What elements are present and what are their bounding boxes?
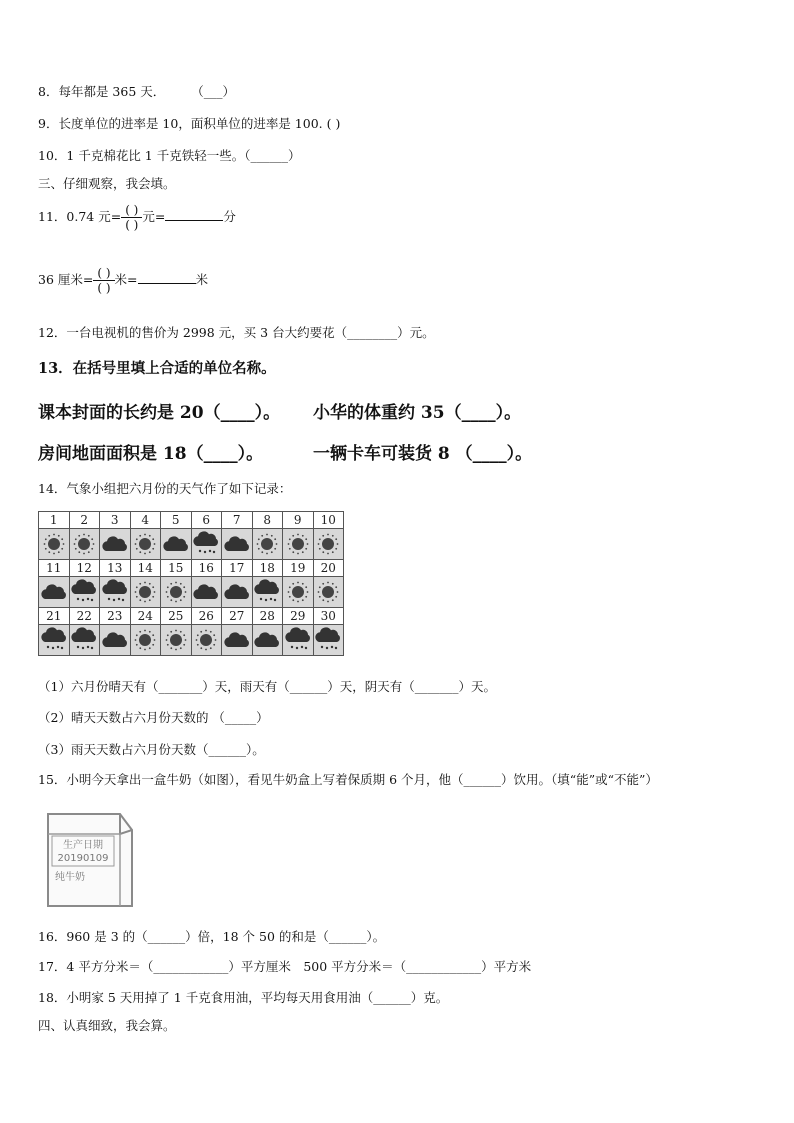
calendar-day-number: 5 — [161, 512, 192, 529]
calendar-day-number: 11 — [39, 560, 70, 577]
fraction-numerator: ( ) — [121, 203, 142, 218]
cloudy-icon — [191, 577, 222, 608]
question-13-a: 课本封面的长约是 20（____）。 — [38, 403, 281, 423]
calendar-day-number: 18 — [252, 560, 283, 577]
calendar-day-number: 15 — [161, 560, 192, 577]
calendar-day-number: 14 — [130, 560, 161, 577]
cloudy-icon — [100, 529, 131, 560]
question-18: 18．小明家 5 天用掉了 1 千克食用油，平均每天用食用油（______）克。 — [38, 990, 449, 1005]
question-8-blank: （___） — [191, 84, 236, 99]
sunny-icon — [69, 529, 100, 560]
rainy-icon — [69, 625, 100, 656]
milk-carton-icon — [40, 808, 140, 912]
calendar-day-number: 10 — [313, 512, 344, 529]
rainy-icon — [100, 577, 131, 608]
rainy-icon — [69, 577, 100, 608]
calendar-day-number: 7 — [222, 512, 253, 529]
question-12: 12．一台电视机的售价为 2998 元，买 3 台大约要花（________）元。 — [38, 325, 435, 340]
question-11-unit-1: 元= — [142, 209, 166, 224]
question-13-c: 房间地面面积是 18（____）。 — [38, 444, 264, 464]
question-15: 15．小明今天拿出一盒牛奶（如图），看见牛奶盒上写着保质期 6 个月，他（______）饮用。（填“能”或“不能”） — [38, 772, 658, 787]
question-14-sub-2: （2）晴天天数占六月份天数的 （_____） — [38, 710, 269, 725]
question-13-b: 小华的体重约 35（____）。 — [313, 403, 522, 423]
cloudy-icon — [252, 625, 283, 656]
question-11-line-1 — [38, 203, 236, 232]
cloudy-icon — [222, 577, 253, 608]
calendar-day-number: 12 — [69, 560, 100, 577]
section-3-title: 三、仔细观察，我会填。 — [38, 176, 176, 191]
sunny-icon — [161, 577, 192, 608]
sunny-icon — [252, 529, 283, 560]
calendar-day-number: 22 — [69, 608, 100, 625]
rainy-icon — [283, 625, 314, 656]
cloudy-icon — [222, 625, 253, 656]
question-14-sub-3: （3）雨天天数占六月份天数（______）。 — [38, 742, 265, 757]
sunny-icon — [313, 529, 344, 560]
question-17: 17．4 平方分米＝（____________）平方厘米 500 平方分米＝（____________）平方米 — [38, 959, 532, 974]
milk-carton-image — [40, 808, 140, 916]
question-13-row-2 — [38, 439, 533, 464]
sunny-icon — [283, 529, 314, 560]
question-10: 10．1 千克棉花比 1 千克铁轻一些。（______） — [38, 148, 301, 163]
carton-date: 20190109 — [57, 853, 109, 864]
question-11-end-2: 米 — [195, 272, 209, 287]
sunny-icon — [130, 577, 161, 608]
question-11-end-1: 分 — [223, 209, 236, 224]
calendar-day-number: 29 — [283, 608, 314, 625]
cloudy-icon — [161, 529, 192, 560]
carton-name: 纯牛奶 — [55, 872, 85, 883]
sunny-icon — [191, 625, 222, 656]
fraction-2 — [93, 266, 114, 295]
question-13-title: 13．在括号里填上合适的单位名称。 — [38, 360, 276, 377]
calendar-day-number: 2 — [69, 512, 100, 529]
calendar-day-number: 26 — [191, 608, 222, 625]
question-11-line-2 — [38, 266, 208, 295]
calendar-day-number: 19 — [283, 560, 314, 577]
rainy-icon — [313, 625, 344, 656]
sunny-icon — [313, 577, 344, 608]
question-9: 9．长度单位的进率是 10，面积单位的进率是 100. ( ) — [38, 116, 341, 131]
calendar-day-number: 25 — [161, 608, 192, 625]
calendar-day-number: 28 — [252, 608, 283, 625]
sunny-icon — [39, 529, 70, 560]
calendar-day-number: 8 — [252, 512, 283, 529]
fraction-1 — [121, 203, 142, 232]
question-14-title: 14．气象小组把六月份的天气作了如下记录： — [38, 481, 292, 496]
fraction-numerator: ( ) — [93, 266, 114, 281]
rainy-icon — [252, 577, 283, 608]
sunny-icon — [283, 577, 314, 608]
calendar-day-number: 4 — [130, 512, 161, 529]
section-4-title: 四、认真细致，我会算。 — [38, 1018, 176, 1033]
calendar-day-number: 17 — [222, 560, 253, 577]
sunny-icon — [130, 529, 161, 560]
cloudy-icon — [100, 625, 131, 656]
calendar-day-number: 1 — [39, 512, 70, 529]
calendar-day-number: 24 — [130, 608, 161, 625]
question-11-value-2: 36 厘米= — [38, 272, 94, 287]
rainy-icon — [191, 529, 222, 560]
calendar-day-number: 3 — [100, 512, 131, 529]
answer-blank — [165, 209, 223, 221]
question-11-value-1: 0.74 元= — [66, 209, 122, 224]
carton-label: 生产日期 — [63, 840, 103, 851]
fraction-denominator: ( ) — [97, 281, 111, 295]
question-8 — [38, 82, 235, 100]
question-8-text: 8．每年都是 365 天． — [38, 84, 166, 99]
question-13-d: 一辆卡车可装货 8 （____）。 — [313, 444, 533, 464]
calendar-day-number: 6 — [191, 512, 222, 529]
calendar-day-number: 27 — [222, 608, 253, 625]
question-11-unit-2: 米= — [114, 272, 138, 287]
weather-calendar — [38, 511, 344, 656]
calendar-day-number: 9 — [283, 512, 314, 529]
calendar-day-number: 16 — [191, 560, 222, 577]
cloudy-icon — [39, 577, 70, 608]
cloudy-icon — [222, 529, 253, 560]
question-11-label: 11． — [38, 209, 67, 224]
calendar-day-number: 20 — [313, 560, 344, 577]
calendar-day-number: 21 — [39, 608, 70, 625]
calendar-day-number: 23 — [100, 608, 131, 625]
fraction-denominator: ( ) — [125, 218, 139, 232]
question-16: 16．960 是 3 的（______）倍，18 个 50 的和是（______）。 — [38, 929, 386, 944]
sunny-icon — [161, 625, 192, 656]
rainy-icon — [39, 625, 70, 656]
calendar-day-number: 13 — [100, 560, 131, 577]
sunny-icon — [130, 625, 161, 656]
question-14-sub-1: （1）六月份晴天有（_______）天，雨天有（______）天，阴天有（_______）天。 — [38, 679, 496, 694]
question-13-row-1 — [38, 398, 522, 423]
answer-blank — [138, 272, 196, 284]
calendar-day-number: 30 — [313, 608, 344, 625]
